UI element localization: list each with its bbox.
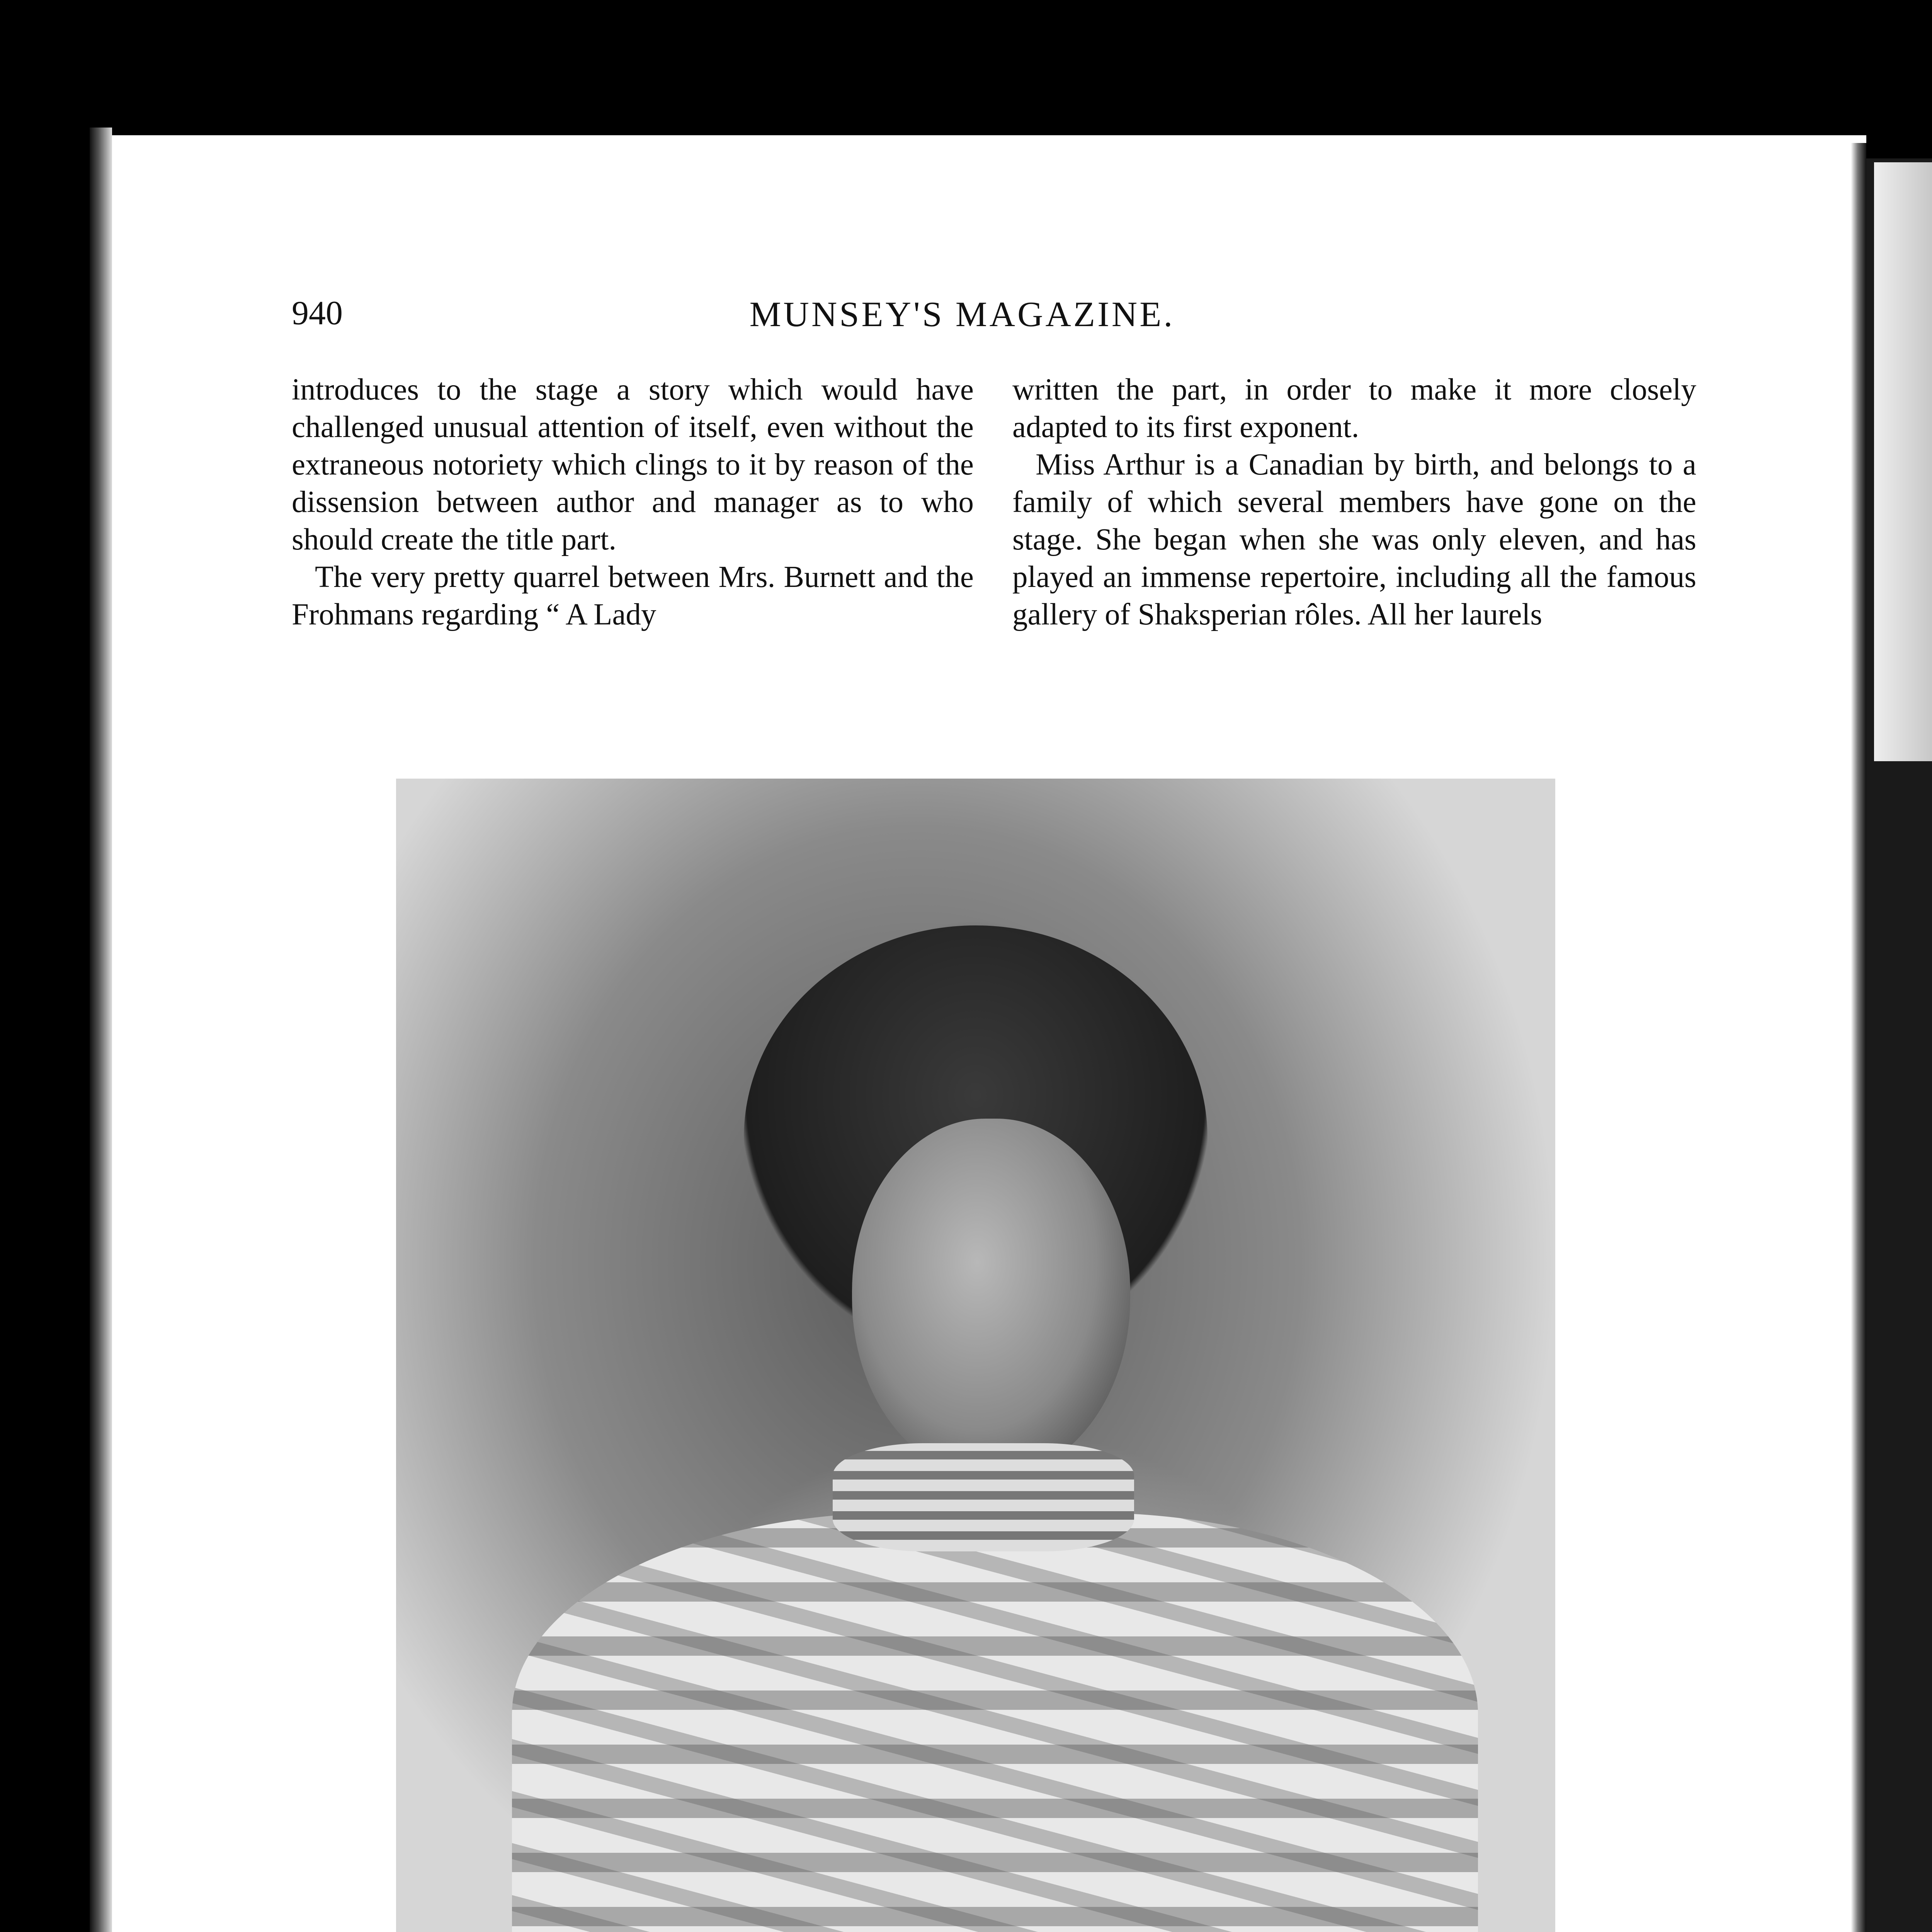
adjacent-page-strip bbox=[1874, 162, 1932, 761]
paragraph: The very pretty quarrel between Mrs. Burnett and the Frohmans regarding “ A Lady bbox=[292, 560, 974, 631]
paragraph: Miss Arthur is a Canadian by birth, and belongs to a family of which several members have gone on the stage. She began when she was only eleven, and has played an immense repertoire, including all the famous gallery of Shaksperian rôles. All her laurels bbox=[1012, 448, 1696, 631]
portrait-face bbox=[852, 1119, 1130, 1478]
portrait-photograph bbox=[396, 779, 1555, 1932]
page-number: 940 bbox=[292, 294, 343, 332]
page-fold-shadow bbox=[1851, 143, 1866, 1932]
column-top-left bbox=[292, 371, 974, 633]
running-head bbox=[292, 294, 1633, 336]
paragraph: written the part, in order to make it more closely adapted to its first exponent. bbox=[1012, 373, 1696, 444]
portrait-blouse bbox=[512, 1513, 1478, 1932]
paragraph: introduces to the stage a story which would have challenged unusual attention of itself, even without the extraneous notoriety which clings to it by reason of the dissension between author and manager as to who should create the title part. bbox=[292, 373, 974, 556]
column-top-right bbox=[1012, 371, 1696, 633]
portrait-collar bbox=[833, 1443, 1134, 1551]
magazine-title: MUNSEY'S MAGAZINE. bbox=[749, 294, 1175, 334]
page-binding-shadow bbox=[90, 128, 112, 1932]
